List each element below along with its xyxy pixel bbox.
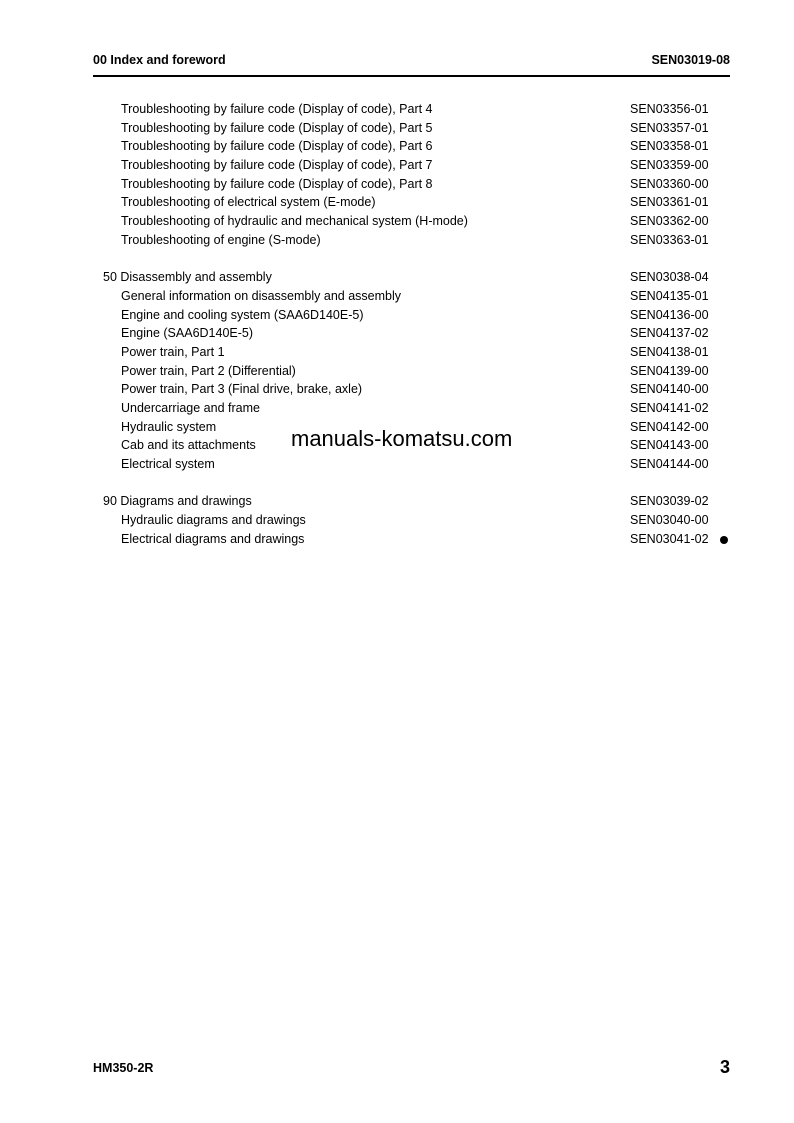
toc-entry[interactable] [0, 530, 794, 549]
section-ref: SEN03038-04 [630, 270, 709, 285]
footer-model-name: HM350-2R [93, 1061, 154, 1075]
section-title: 50 Disassembly and assembly [103, 270, 272, 285]
toc-entry-ref: SEN03040-00 [630, 513, 709, 528]
toc-entry[interactable] [0, 324, 794, 343]
toc-entry[interactable] [0, 212, 794, 231]
toc-entry[interactable] [0, 175, 794, 194]
toc-entry-ref: SEN03357-01 [630, 120, 709, 135]
spacer [0, 250, 794, 269]
toc-entry-ref: SEN04140-00 [630, 382, 709, 397]
toc-entry-ref: SEN03363-01 [630, 232, 709, 247]
toc-entry-title: Power train, Part 2 (Differential) [121, 363, 296, 378]
toc-entry-ref: SEN03360-00 [630, 176, 709, 191]
watermark-text: manuals-komatsu.com [291, 426, 513, 451]
section-title: 90 Diagrams and drawings [103, 494, 252, 509]
toc-entry[interactable] [0, 380, 794, 399]
toc-entry-ref: SEN03361-01 [630, 195, 709, 210]
toc-entry-title: Troubleshooting of hydraulic and mechanical system (H-mode) [121, 214, 468, 229]
toc-entry[interactable] [0, 156, 794, 175]
toc-entry-ref: SEN03356-01 [630, 102, 709, 116]
toc-entry-title: Troubleshooting by failure code (Display of code), Part 5 [121, 120, 433, 135]
toc-entry-title: Troubleshooting of electrical system (E-mode) [121, 195, 376, 210]
toc-entry-title: Power train, Part 1 [121, 344, 225, 359]
toc-entry-title: Hydraulic system [121, 419, 217, 434]
toc-entry-ref: SEN03362-00 [630, 214, 709, 229]
toc-entry-title: Troubleshooting by failure code (Display of code), Part 7 [121, 158, 433, 173]
toc-entry[interactable] [0, 362, 794, 381]
spacer [0, 474, 794, 493]
toc-entry-ref: SEN04139-00 [630, 363, 709, 378]
toc-entry-ref: SEN04137-02 [630, 326, 709, 341]
toc-entry-ref: SEN04138-01 [630, 344, 709, 359]
toc-entry[interactable] [0, 455, 794, 474]
toc-entry-title: Engine and cooling system (SAA6D140E-5) [121, 307, 364, 322]
toc-entry[interactable] [0, 287, 794, 306]
toc-entry[interactable] [0, 193, 794, 212]
revision-bullet-icon [720, 536, 728, 544]
toc-entry-title: Power train, Part 3 (Final drive, brake, axle) [121, 382, 363, 397]
toc-entry-ref: SEN04142-00 [630, 419, 709, 434]
toc-entry-title: Troubleshooting by failure code (Display of code), Part 8 [121, 176, 433, 191]
toc-entry[interactable] [0, 137, 794, 156]
toc-entry-title: Troubleshooting by failure code (Display of code), Part 6 [121, 139, 433, 154]
toc-entry-title: Electrical diagrams and drawings [121, 531, 305, 546]
toc-entry-ref: SEN03359-00 [630, 158, 709, 173]
table-of-contents [0, 100, 794, 549]
toc-entry-title: Cab and its attachments [121, 438, 256, 453]
toc-entry[interactable] [0, 343, 794, 362]
toc-entry[interactable] [0, 231, 794, 250]
toc-entry-ref: SEN04144-00 [630, 457, 709, 472]
toc-entry-ref: SEN03358-01 [630, 139, 709, 154]
toc-entry-title: Undercarriage and frame [121, 401, 260, 415]
toc-entry[interactable] [0, 399, 794, 418]
header-document-code: SEN03019-08 [651, 53, 730, 67]
toc-entry-title: Electrical system [121, 457, 215, 472]
toc-section-heading[interactable] [0, 492, 794, 511]
toc-entry[interactable] [0, 100, 794, 119]
header-title: 00 Index and foreword [93, 53, 226, 67]
toc-entry-title: General information on disassembly and assembly [121, 288, 401, 303]
toc-entry-ref: SEN04135-01 [630, 288, 709, 303]
toc-section-heading[interactable] [0, 268, 794, 287]
toc-entry[interactable] [0, 119, 794, 138]
toc-entry[interactable] [0, 306, 794, 325]
toc-entry-ref: SEN04141-02 [630, 401, 709, 415]
toc-entry-title: Hydraulic diagrams and drawings [121, 513, 306, 528]
page-header [93, 53, 730, 71]
toc-entry-title: Engine (SAA6D140E-5) [121, 326, 254, 341]
toc-entry[interactable] [0, 511, 794, 530]
toc-entry-ref: SEN04143-00 [630, 438, 709, 453]
page-number: 3 [719, 1057, 730, 1077]
header-rule [93, 75, 730, 77]
toc-entry-title: Troubleshooting by failure code (Display of code), Part 4 [121, 102, 433, 116]
toc-entry-ref: SEN04136-00 [630, 307, 709, 322]
toc-entry-ref: SEN03041-02 [630, 531, 709, 546]
toc-entry-title: Troubleshooting of engine (S-mode) [121, 232, 321, 247]
section-ref: SEN03039-02 [630, 494, 709, 509]
